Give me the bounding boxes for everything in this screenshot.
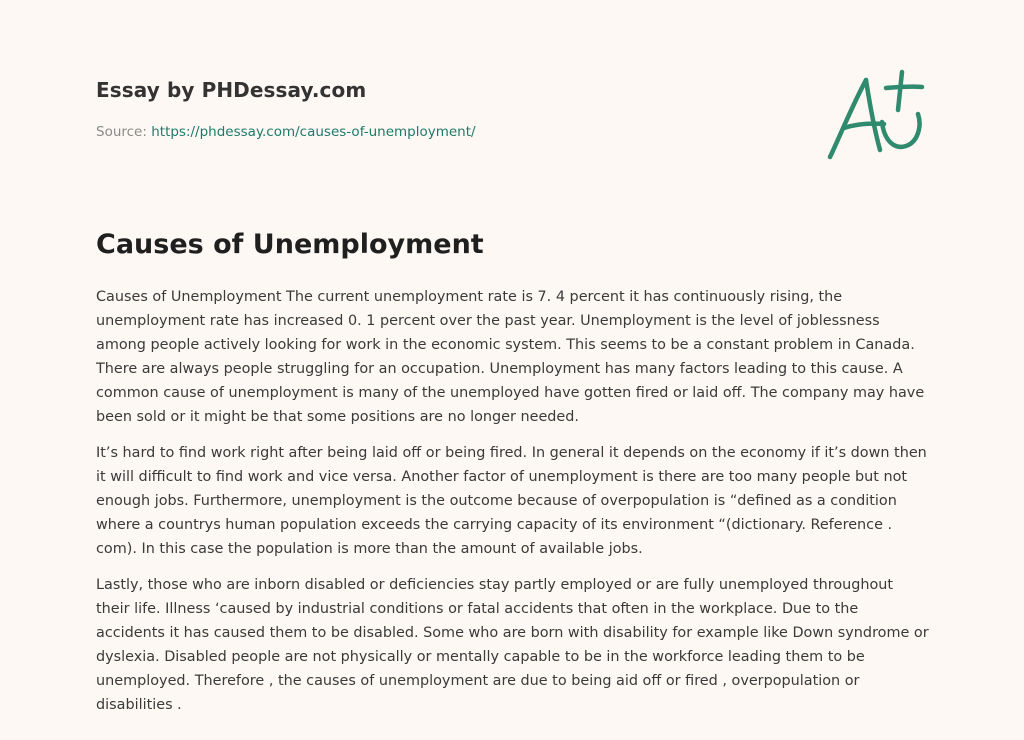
a-plus-logo-icon: [822, 66, 928, 166]
page-header: [96, 76, 796, 142]
source-line: [96, 122, 796, 142]
site-title: Essay by PHDessay.com: [96, 78, 367, 102]
essay-title: Causes of Unemployment: [96, 229, 484, 260]
essay-paragraph-3: Lastly, those who are inborn disabled or deficiencies stay partly employed or are fully unemployed throughout their life. Illness ‘caused by industrial conditions or fatal accidents that often in the workplace. Due to the accidents it has caused them to be disabled. Some who are born with disability for example like Down syndrome or dyslexia. Disabled people are not physically or mentally capable to be in the workforce leading them to be unemployed. Therefore , the causes of unemployment are due to being aid off or fired , overpopulation or disabilities .: [96, 577, 929, 713]
source-link[interactable]: https://phdessay.com/causes-of-unemployment/: [151, 124, 476, 140]
essay-paragraph-2: It’s hard to find work right after being laid off or being fired. In general it depends on the economy if it’s down then it will difficult to find work and vice versa. Another factor of unemployment is there are too many people but not enough jobs. Furthermore, unemployment is the outcome because of overpopulation is “defined as a condition where a countrys human population exceeds the carrying capacity of its environment “(dictionary. Reference . com). In this case the population is more than the amount of available jobs.: [96, 445, 927, 557]
source-label: Source:: [96, 124, 147, 140]
essay-paragraph-1: Causes of Unemployment The current unemployment rate is 7. 4 percent it has continuously rising, the unemployment rate has increased 0. 1 percent over the past year. Unemployment is the level of joblessness among people actively looking for work in the economic system. This seems to be a constant problem in Canada. There are always people struggling for an occupation. Unemployment has many factors leading to this cause. A common cause of unemployment is many of the unemployed have gotten fired or laid off. The company may have been sold or it might be that some positions are no longer needed.: [96, 289, 925, 425]
essay-body: [96, 285, 930, 729]
